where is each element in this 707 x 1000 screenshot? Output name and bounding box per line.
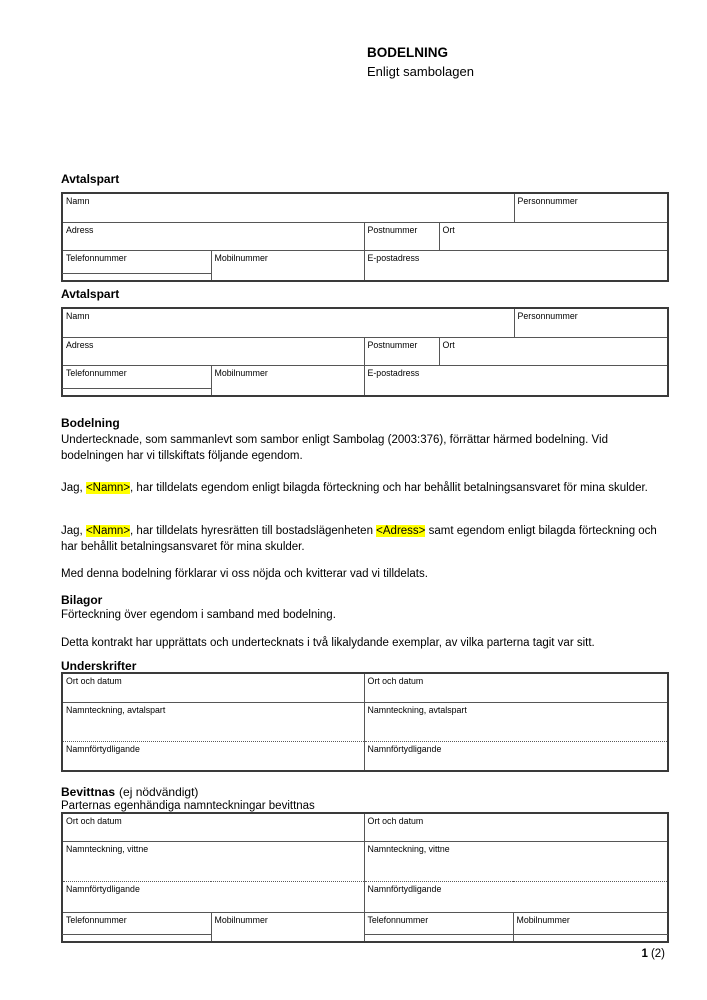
party2-address-field[interactable]: [62, 337, 364, 365]
mobile-label: Mobilnummer: [516, 914, 570, 925]
name-label: Namn: [66, 311, 90, 321]
signature1-signature-field[interactable]: [62, 702, 364, 741]
document-subtitle: Enligt sambolagen: [367, 64, 474, 79]
party1-row-phone: [62, 250, 668, 281]
clarification-label: Namnförtydligande: [367, 743, 442, 754]
personal-number-label: Personnummer: [517, 311, 578, 321]
party2-city-field[interactable]: [439, 337, 668, 365]
witness2-place-date-field[interactable]: [364, 813, 668, 841]
signature2-clarification-field[interactable]: [364, 741, 668, 771]
clarification-label: Namnförtydligande: [367, 883, 442, 894]
page-number-total: (2): [650, 948, 665, 960]
party1-row-address: [62, 222, 668, 250]
document-title: BODELNING: [367, 45, 448, 60]
signature-label: Namnteckning, avtalspart: [66, 704, 166, 715]
place-date-label: Ort och datum: [367, 676, 424, 686]
clarification-label: Namnförtydligande: [66, 883, 140, 894]
division-clause2: [61, 523, 667, 555]
clause2-name-placeholder[interactable]: <Namn>: [85, 525, 131, 537]
attachments-heading: Bilagor: [61, 593, 103, 607]
party2-mobile-field[interactable]: [211, 365, 364, 396]
witness2-clarification-field[interactable]: [364, 881, 668, 912]
witness1-clarification-field[interactable]: [62, 881, 364, 912]
clause2-middle: , har tilldelats hyresrätten till bostadslägenheten: [130, 525, 377, 537]
place-date-label: Ort och datum: [66, 816, 122, 826]
witnessing-table: [61, 812, 669, 943]
witness1-signature-field[interactable]: [62, 841, 364, 881]
signatures-heading: Underskrifter: [61, 659, 137, 673]
division-heading: Bodelning: [61, 416, 120, 430]
signature-label: Namnteckning, vittne: [66, 843, 149, 854]
address-label: Adress: [66, 224, 94, 235]
party1-personal-number-field[interactable]: [514, 193, 668, 222]
witness2-phone-field[interactable]: [364, 912, 513, 942]
clause1-name-placeholder[interactable]: <Namn>: [85, 482, 131, 494]
party2-personal-number-field[interactable]: [514, 308, 668, 337]
phone-label: Telefonnummer: [66, 914, 127, 925]
party2-heading: Avtalspart: [61, 287, 120, 301]
party1-row-name: [62, 193, 668, 222]
witnessing-heading-note: (ej nödvändigt): [119, 785, 199, 799]
witness-row-signature: [62, 841, 668, 881]
party1-city-field[interactable]: [439, 222, 668, 250]
page-number: [642, 948, 665, 960]
witness1-mobile-field[interactable]: [211, 912, 364, 942]
witness2-mobile-field[interactable]: [513, 912, 668, 942]
party1-address-field[interactable]: [62, 222, 364, 250]
party2-row-name: [62, 308, 668, 337]
phone-label: Telefonnummer: [66, 252, 127, 263]
witnessing-heading-text: Bevittnas: [61, 785, 116, 799]
mobile-label: Mobilnummer: [214, 914, 268, 925]
place-date-label: Ort och datum: [367, 816, 424, 826]
party2-row-phone: [62, 365, 668, 396]
witnessing-heading: [61, 785, 198, 799]
email-label: E-postadress: [367, 252, 420, 263]
witness-row-clarification: [62, 881, 668, 912]
party1-phone-field[interactable]: [62, 250, 211, 281]
duplicate-note: Detta kontrakt har upprättats och undertecknats i två likalydande exemplar, av vilka parterna tagit var sitt.: [61, 637, 595, 649]
phone-label: Telefonnummer: [66, 367, 127, 378]
party2-phone-field[interactable]: [62, 365, 211, 396]
clause1-suffix: , har tilldelats egendom enligt bilagda förteckning och har behållit betalningsansvaret för mina skulder.: [130, 482, 648, 494]
division-closing: Med denna bodelning förklarar vi oss nöjda och kvitterar vad vi tilldelats.: [61, 568, 428, 580]
witnessing-subtitle: Parternas egenhändiga namnteckningar bevittnas: [61, 800, 315, 812]
city-label: Ort: [442, 339, 455, 350]
signature-label: Namnteckning, vittne: [367, 843, 450, 854]
signatures-row-place-date: [62, 673, 668, 702]
signatures-row-signature: [62, 702, 668, 741]
name-label: Namn: [66, 196, 90, 206]
clarification-label: Namnförtydligande: [66, 743, 140, 754]
attachments-description: Förteckning över egendom i samband med bodelning.: [61, 609, 336, 621]
signature2-place-date-field[interactable]: [364, 673, 668, 702]
signature1-place-date-field[interactable]: [62, 673, 364, 702]
address-label: Adress: [66, 339, 94, 350]
mobile-label: Mobilnummer: [214, 367, 268, 378]
party2-postal-code-field[interactable]: [364, 337, 439, 365]
party1-name-field[interactable]: [62, 193, 514, 222]
witness2-signature-field[interactable]: [364, 841, 668, 881]
witness-row-place-date: [62, 813, 668, 841]
division-clause1: [61, 480, 667, 496]
signature1-clarification-field[interactable]: [62, 741, 364, 771]
postal-code-label: Postnummer: [367, 224, 418, 235]
party1-mobile-field[interactable]: [211, 250, 364, 281]
party1-heading: Avtalspart: [61, 172, 120, 186]
party2-name-field[interactable]: [62, 308, 514, 337]
witness1-place-date-field[interactable]: [62, 813, 364, 841]
party1-email-field[interactable]: [364, 250, 668, 281]
party2-table: [61, 307, 669, 397]
clause1-prefix: Jag,: [61, 482, 86, 494]
document-title-block: [367, 43, 474, 81]
witness-row-phone: [62, 912, 668, 942]
signatures-row-clarification: [62, 741, 668, 771]
party1-postal-code-field[interactable]: [364, 222, 439, 250]
signature-label: Namnteckning, avtalspart: [367, 704, 467, 715]
clause2-suffix: samt egendom enligt bilagda förteckning och har behållit betalningsansvaret för mina skulder.: [61, 525, 657, 553]
clause2-prefix: Jag,: [61, 525, 86, 537]
clause2-address-placeholder[interactable]: <Adress>: [376, 525, 426, 537]
party1-table: [61, 192, 669, 282]
personal-number-label: Personnummer: [517, 196, 578, 206]
witness1-phone-field[interactable]: [62, 912, 211, 942]
mobile-label: Mobilnummer: [214, 252, 268, 263]
page-number-current: 1: [641, 948, 648, 960]
city-label: Ort: [442, 224, 455, 235]
phone-label: Telefonnummer: [367, 914, 429, 925]
division-intro: Undertecknade, som sammanlevt som sambor enligt Sambolag (2003:376), förrättar härmed bodelning. Vid bodelningen har vi tillskiftats följande egendom.: [61, 434, 608, 462]
signature2-signature-field[interactable]: [364, 702, 668, 741]
signatures-table: [61, 672, 669, 772]
party2-email-field[interactable]: [364, 365, 668, 396]
party2-row-address: [62, 337, 668, 365]
place-date-label: Ort och datum: [66, 676, 122, 686]
email-label: E-postadress: [367, 367, 420, 378]
postal-code-label: Postnummer: [367, 339, 418, 350]
